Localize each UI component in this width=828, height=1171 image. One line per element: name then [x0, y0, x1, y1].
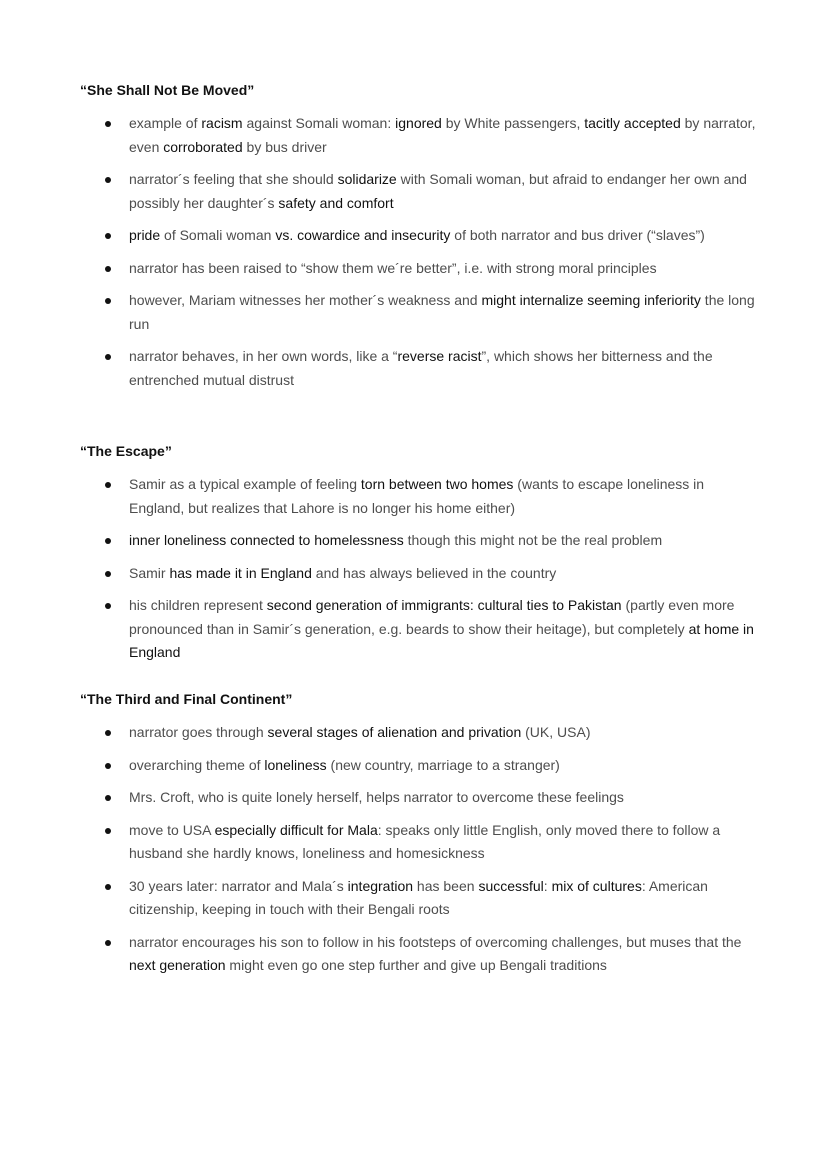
key-phrase: ignored: [395, 115, 442, 131]
bullet-icon: [105, 795, 111, 801]
text-run: :: [543, 877, 552, 894]
bullet-icon: [105, 121, 111, 127]
text-run: and has always believed in the country: [311, 564, 557, 581]
bullet-item: [80, 168, 760, 215]
bullet-icon: [105, 571, 111, 577]
section-title: “She Shall Not Be Moved”: [80, 82, 255, 98]
bullet-item: [80, 875, 760, 922]
bullet-item: [80, 594, 760, 665]
text-run: : American citizenship, keeping in touch with their Bengali roots: [129, 877, 708, 917]
bullet-list: [80, 112, 760, 392]
bullet-item: [80, 754, 760, 778]
text-run: narrator behaves, in her own words, like a “: [129, 348, 398, 364]
text-run: of Somali woman: [160, 227, 276, 243]
bullet-icon: [105, 298, 111, 304]
section-title: “The Third and Final Continent”: [80, 691, 293, 707]
text-run: however, Mariam witnesses her mother´s weakness and: [129, 292, 482, 308]
section-she-shall-not-be-moved: [80, 81, 760, 392]
key-phrase: reverse racist: [397, 348, 482, 364]
key-phrase: vs. cowardice and insecurity: [275, 227, 451, 243]
text-run: (wants to escape loneliness in England, but realizes that Lahore is no longer his home either): [129, 476, 705, 516]
bullet-icon: [105, 266, 111, 272]
key-phrase: tacitly accepted: [584, 115, 681, 131]
key-phrase: has made it in England: [169, 564, 312, 581]
key-phrase: several stages of alienation and privation: [267, 724, 522, 740]
bullet-icon: [105, 884, 111, 890]
bullet-item: [80, 529, 760, 553]
text-run: (UK, USA): [521, 724, 591, 740]
text-run: : speaks only little English, only moved there to follow a husband she hardly knows, loneliness and homesickness: [129, 821, 721, 861]
bullet-icon: [105, 940, 111, 946]
bullet-list: [80, 721, 760, 978]
text-run: the long run: [129, 292, 755, 332]
bullet-item: [80, 562, 760, 586]
bullet-icon: [105, 603, 111, 609]
text-run: overarching theme of: [129, 756, 265, 773]
bullet-icon: [105, 354, 111, 360]
key-phrase: racism: [201, 115, 243, 131]
bullet-item: [80, 345, 760, 392]
section-title: “The Escape”: [80, 443, 172, 459]
key-phrase: pride: [129, 227, 161, 243]
key-phrase: corroborated: [163, 138, 243, 155]
bullet-item: [80, 289, 760, 336]
text-run: against Somali woman:: [242, 115, 396, 131]
text-run: 30 years later: narrator and Mala´s: [129, 877, 348, 894]
key-phrase: mix of cultures: [551, 877, 642, 894]
text-run: by bus driver: [242, 138, 327, 155]
key-phrase: loneliness: [264, 756, 327, 773]
text-run: by White passengers,: [441, 115, 585, 131]
key-phrase: safety and comfort: [278, 194, 394, 211]
key-phrase: torn between two homes: [360, 476, 514, 492]
key-phrase: integration: [347, 877, 414, 894]
key-phrase: might internalize seeming inferiority: [481, 292, 701, 308]
text-run: (new country, marriage to a stranger): [326, 756, 560, 773]
bullet-icon: [105, 828, 111, 834]
bullet-item: [80, 819, 760, 866]
bullet-icon: [105, 763, 111, 769]
text-run: example of: [129, 115, 202, 131]
key-phrase: inner loneliness connected to homelessness: [129, 532, 404, 548]
text-run: narrator´s feeling that she should: [129, 171, 338, 187]
text-run: ”, which shows her bitterness and the entrenched mutual distrust: [129, 348, 713, 388]
bullet-item: [80, 112, 760, 159]
bullet-icon: [105, 177, 111, 183]
section-third-and-final-continent: [80, 690, 760, 978]
bullet-icon: [105, 538, 111, 544]
bullet-item: [80, 931, 760, 978]
bullet-item: [80, 786, 760, 810]
key-phrase: successful: [478, 877, 544, 894]
key-phrase: especially difficult for Mala: [214, 821, 378, 838]
text-run: Samir as a typical example of feeling: [129, 476, 361, 492]
key-phrase: next generation: [129, 957, 226, 973]
text-run: might even go one step further and give up Bengali traditions: [225, 957, 607, 973]
text-run: Mrs. Croft, who is quite lonely herself, helps narrator to overcome these feelings: [129, 789, 624, 805]
bullet-item: [80, 224, 760, 248]
text-run: narrator goes through: [129, 724, 268, 740]
text-run: move to USA: [129, 821, 215, 838]
key-phrase: solidarize: [337, 171, 397, 187]
bullet-item: [80, 257, 760, 281]
bullet-icon: [105, 482, 111, 488]
text-run: Samir: [129, 564, 170, 581]
text-run: of both narrator and bus driver (“slaves”): [450, 227, 705, 243]
text-run: (partly even more pronounced than in Samir´s generation, e.g. beards to show their heitage), but completely: [129, 597, 735, 637]
text-run: by narrator, even: [129, 115, 756, 155]
text-run: with Somali woman, but afraid to endanger her own and possibly her daughter´s: [129, 171, 747, 211]
text-run: narrator has been raised to “show them we´re better”, i.e. with strong moral principles: [129, 259, 657, 276]
bullet-list: [80, 473, 760, 665]
text-run: has been: [413, 877, 479, 894]
key-phrase: at home in England: [129, 620, 754, 660]
text-run: narrator encourages his son to follow in his footsteps of overcoming challenges, but muses that the: [129, 933, 742, 950]
section-the-escape: [80, 442, 760, 665]
key-phrase: second generation of immigrants: cultural ties to Pakistan: [266, 597, 622, 613]
bullet-icon: [105, 233, 111, 239]
text-run: though this might not be the real problem: [403, 532, 663, 548]
bullet-item: [80, 473, 760, 520]
bullet-item: [80, 721, 760, 745]
bullet-icon: [105, 730, 111, 736]
text-run: his children represent: [129, 597, 267, 613]
